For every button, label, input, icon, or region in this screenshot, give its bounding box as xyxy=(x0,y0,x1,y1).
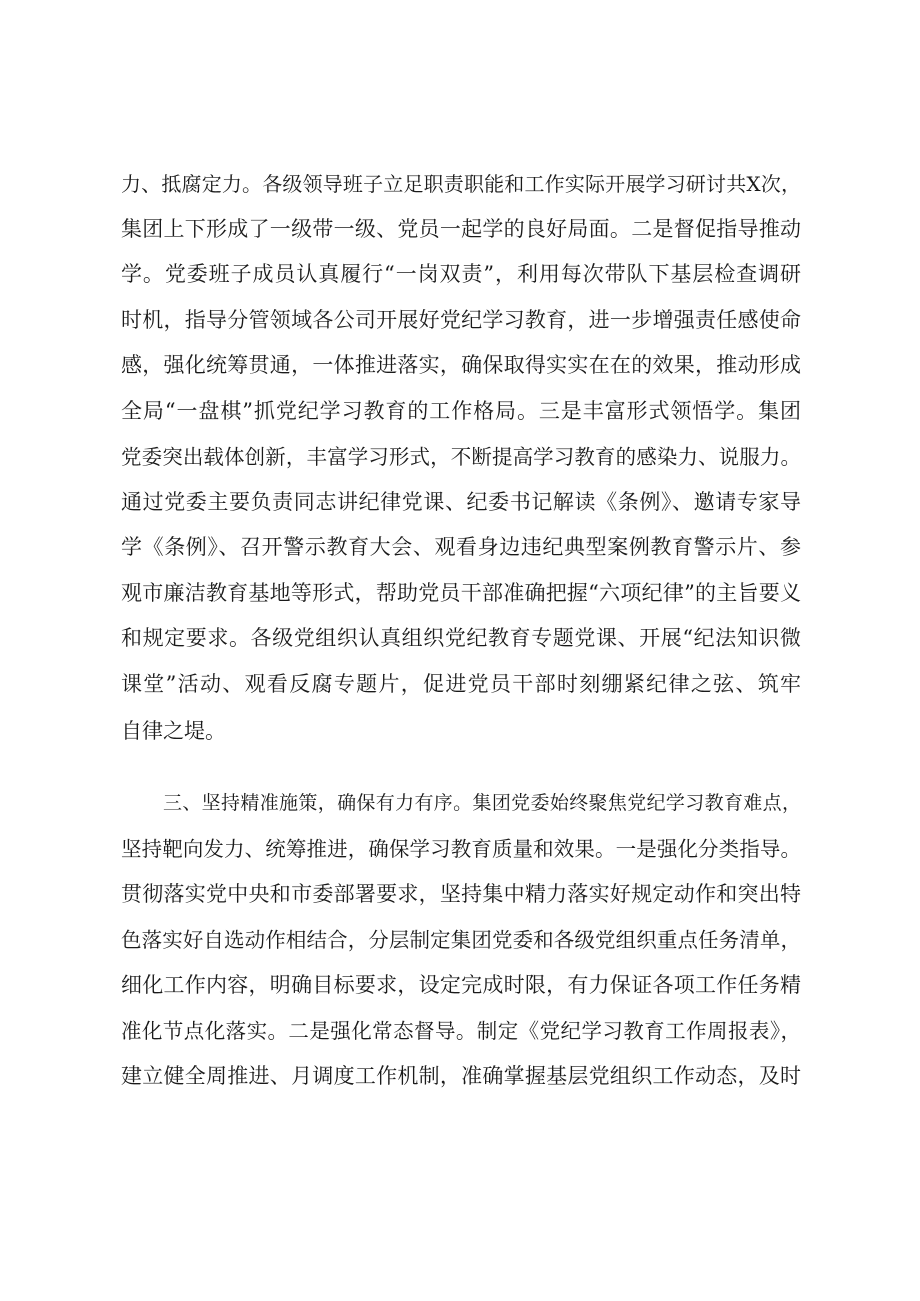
paragraph-1-line-6: 全局“一盘棋”抓党纪学习教育的工作格局。三是丰富形式领悟学。集团 xyxy=(121,399,801,423)
paragraph-2-line-3: 贯彻落实党中央和市委部署要求，坚持集中精力落实好规定动作和突出特 xyxy=(121,882,801,906)
paragraph-1-line-5: 感，强化统筹贯通，一体推进落实，确保取得实实在在的效果，推动形成 xyxy=(121,353,801,377)
paragraph-1-line-8: 通过党委主要负责同志讲纪律党课、纪委书记解读《条例》、邀请专家导 xyxy=(121,490,801,514)
paragraph-2-line-2: 坚持靶向发力、统筹推进，确保学习教育质量和效果。一是强化分类指导。 xyxy=(121,837,801,861)
paragraph-1-line-10: 观市廉洁教育基地等形式，帮助党员干部准确把握“六项纪律”的主旨要义 xyxy=(121,581,801,605)
paragraph-1-line-4: 时机，指导分管领域各公司开展好党纪学习教育，进一步增强责任感使命 xyxy=(121,308,801,332)
section-heading: 三、坚持精准施策，确保有力有序。 xyxy=(163,792,473,814)
paragraph-2-line-4: 色落实好自选动作相结合，分层制定集团党委和各级党组织重点任务清单， xyxy=(121,928,801,952)
paragraph-1-line-11: 和规定要求。各级党组织认真组织党纪教育专题党课、开展“纪法知识微 xyxy=(121,626,801,650)
paragraph-1-line-7: 党委突出载体创新，丰富学习形式，不断提高学习教育的感染力、说服力。 xyxy=(121,445,801,469)
paragraph-2-line-6: 准化节点化落实。二是强化常态督导。制定《党纪学习教育工作周报表》， xyxy=(121,1019,801,1043)
paragraph-1-line-13: 自律之堤。 xyxy=(121,719,226,743)
paragraph-1-line-3: 学。党委班子成员认真履行“一岗双责”，利用每次带队下基层检查调研 xyxy=(121,262,801,286)
paragraph-1-line-12: 课堂”活动、观看反腐专题片，促进党员干部时刻绷紧纪律之弦、筑牢 xyxy=(121,672,801,696)
paragraph-2-line-5: 细化工作内容，明确目标要求，设定完成时限，有力保证各项工作任务精 xyxy=(121,973,801,997)
paragraph-2-line-7: 建立健全周推进、月调度工作机制，准确掌握基层党组织工作动态，及时 xyxy=(121,1064,801,1088)
paragraph-1-line-9: 学《条例》、召开警示教育大会、观看身边违纪典型案例教育警示片、参 xyxy=(121,535,801,559)
paragraph-1-line-2: 集团上下形成了一级带一级、党员一起学的良好局面。二是督促指导推动 xyxy=(121,217,801,241)
paragraph-2-line-1-text: 集团党委始终聚焦党纪学习教育难点， xyxy=(472,792,801,814)
paragraph-2-line-1 xyxy=(163,783,801,823)
paragraph-1-line-1: 力、抵腐定力。各级领导班子立足职责职能和工作实际开展学习研讨共X次， xyxy=(121,172,801,196)
